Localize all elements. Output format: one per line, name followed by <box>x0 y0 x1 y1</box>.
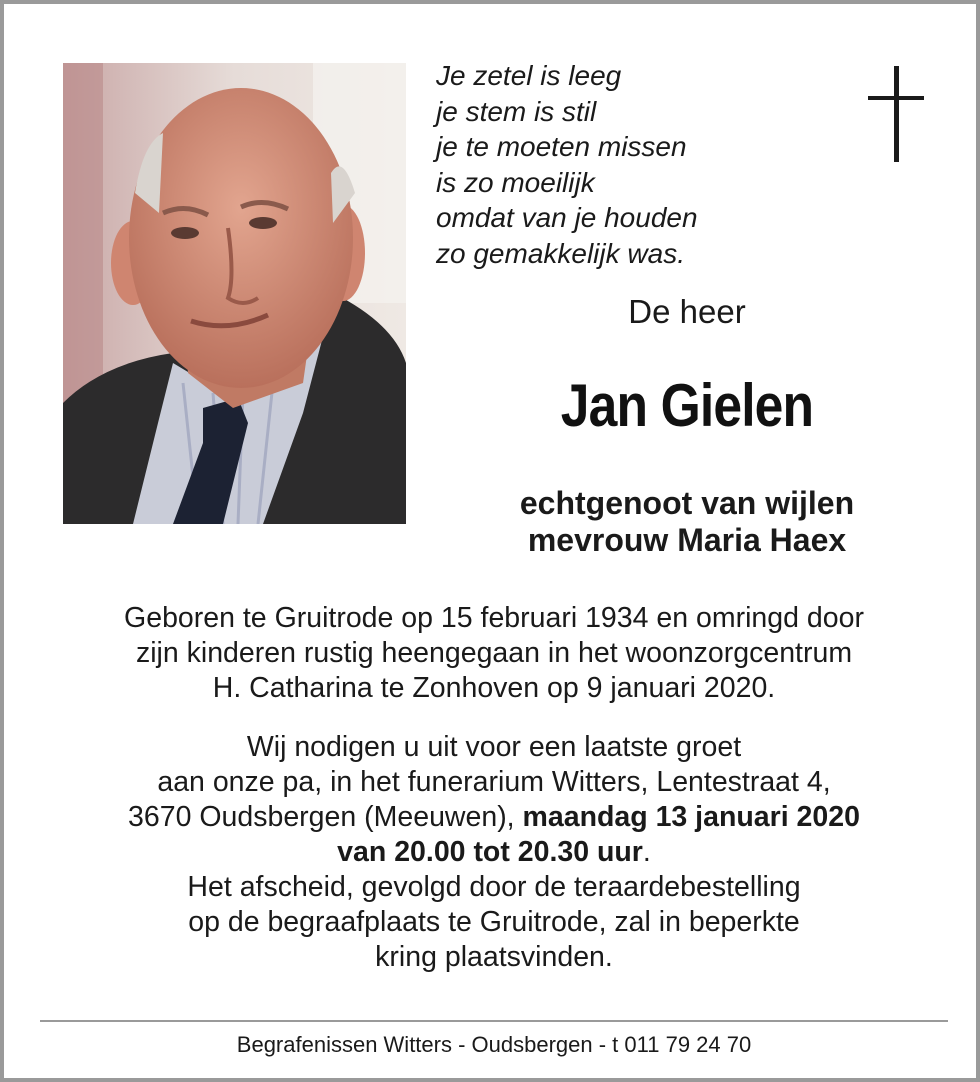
invitation-text <box>44 730 944 975</box>
address-text: 3670 Oudsbergen (Meeuwen), <box>128 801 523 833</box>
text-line: Het afscheid, gevolgd door de teraardebestelling <box>187 871 801 903</box>
portrait-photo <box>63 63 406 524</box>
spouse-line-2: mevrouw Maria Haex <box>527 522 847 558</box>
poem-line: je te moeten missen <box>436 131 687 162</box>
visitation-time: van 20.00 tot 20.30 uur <box>337 836 643 868</box>
divider <box>40 1020 948 1022</box>
deceased-name: Jan Gielen <box>560 372 814 439</box>
text-line: op de begraafplaats te Gruitrode, zal in beperkte <box>188 906 800 938</box>
footer-funeral-home: Begrafenissen Witters - Oudsbergen - t 011 79 24 70 <box>236 1032 752 1057</box>
poem-line: Je zetel is leeg <box>436 60 622 91</box>
text-line: Geboren te Gruitrode op 15 februari 1934 en omringd door <box>124 602 864 634</box>
text-line: Wij nodigen u uit voor een laatste groet <box>246 731 742 763</box>
spouse-line <box>436 485 938 559</box>
cross-icon <box>868 66 926 169</box>
poem <box>436 58 836 271</box>
text-line: H. Catharina te Zonhoven op 9 januari 2020. <box>212 672 776 704</box>
spouse-line-1: echtgenoot van wijlen <box>519 485 855 521</box>
poem-line: je stem is stil <box>436 95 597 127</box>
visitation-date: maandag 13 januari 2020 <box>522 801 860 833</box>
text-line <box>44 800 944 835</box>
text-line: aan onze pa, in het funerarium Witters, Lentestraat 4, <box>157 766 831 798</box>
text-line: zijn kinderen rustig heengegaan in het woonzorgcentrum <box>135 637 853 669</box>
text-line <box>44 835 944 870</box>
poem-line: is zo moeilijk <box>436 166 595 198</box>
poem-line: omdat van je houden <box>436 202 698 233</box>
salutation: De heer <box>628 293 746 330</box>
period: . <box>642 836 651 868</box>
birth-death-text <box>44 601 944 706</box>
poem-line: zo gemakkelijk was. <box>436 237 685 269</box>
text-line: kring plaatsvinden. <box>375 941 613 973</box>
